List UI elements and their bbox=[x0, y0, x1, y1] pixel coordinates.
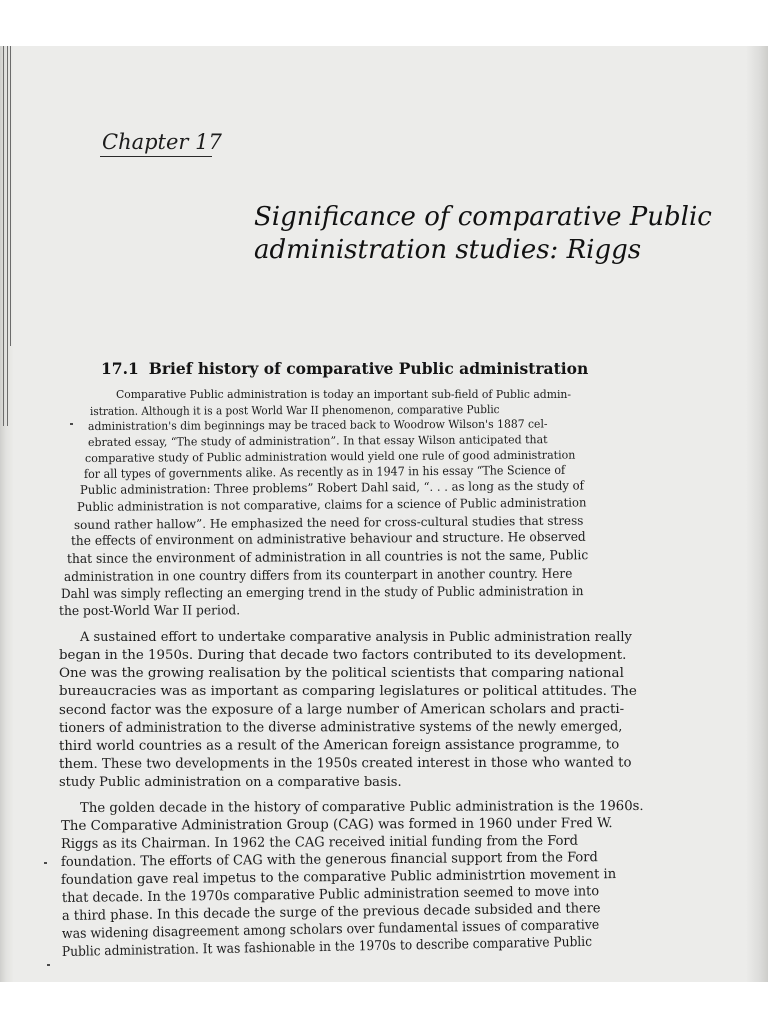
body-text-line: foundation. The efforts of CAG with the generous financial support from the Ford bbox=[60, 850, 598, 870]
body-text-line: Riggs as its Chairman. In 1962 the CAG received initial funding from the Ford bbox=[60, 833, 579, 852]
section-heading bbox=[101, 359, 588, 378]
margin-mark bbox=[47, 964, 50, 966]
body-text-line: administration in one country differs from its counterpart in another country. Here bbox=[63, 566, 573, 585]
scanned-page bbox=[0, 46, 768, 982]
body-text-line: Public administration: Three problems” Robert Dahl said, “. . . as long as the study of bbox=[79, 478, 584, 497]
body-text-line: that decade. In the 1970s comparative Public administration seemed to move into bbox=[61, 884, 600, 906]
body-text-line: comparative study of Public administration would yield one rule of good administration bbox=[84, 448, 576, 465]
chapter-label-rule bbox=[100, 156, 212, 157]
body-text-line: foundation gave real impetus to the comparative Public administrtion movement in bbox=[60, 867, 617, 888]
body-text-line: was widening disagreement among scholars over fundamental issues of comparative bbox=[61, 917, 600, 942]
margin-mark bbox=[70, 423, 73, 425]
body-text-line: istration. Although it is a post World War II phenomenon, comparative Public bbox=[89, 403, 500, 418]
body-text-line: the effects of environment on administrative behaviour and structure. He observed bbox=[70, 529, 586, 549]
chapter-title bbox=[254, 201, 712, 267]
section-number: 17.1 bbox=[101, 359, 139, 378]
body-text-line: a third phase. In this decade the surge of the previous decade subsided and there bbox=[61, 901, 601, 924]
margin-mark bbox=[44, 862, 47, 864]
body-text-line: Public administration. It was fashionable in the 1970s to describe comparative Public bbox=[61, 934, 593, 960]
body-text-line: tioners of administration to the diverse administrative systems of the newly emerged, bbox=[58, 719, 623, 736]
chapter-label: Chapter 17 bbox=[102, 130, 222, 154]
body-text-line: Comparative Public administration is today an important sub-field of Public admin- bbox=[116, 388, 571, 401]
body-text-line: ebrated essay, “The study of administration”. In that essay Wilson anticipated that bbox=[87, 433, 548, 449]
body-text-line: sound rather hallow”. He emphasized the need for cross-cultural studies that stress bbox=[73, 513, 584, 532]
body-text-line: Dahl was simply reflecting an emerging trend in the study of Public administration in bbox=[60, 584, 584, 602]
body-text-line: for all types of governments alike. As recently as in 1947 in his essay “The Science of bbox=[83, 462, 566, 481]
body-text-line: third world countries as a result of the American foreign assistance programme, to bbox=[58, 737, 620, 754]
body-text-line: The Comparative Administration Group (CAG) was formed in 1960 under Fred W. bbox=[60, 816, 613, 834]
binding-edge-line bbox=[3, 46, 4, 426]
body-text-line: that since the environment of administration in all countries is not the same, Public bbox=[66, 548, 589, 567]
body-text-line: second factor was the exposure of a large number of American scholars and practi- bbox=[58, 702, 625, 718]
binding-edge-line bbox=[7, 46, 8, 426]
body-text-line: One was the growing realisation by the political scientists that comparing national bbox=[59, 666, 624, 681]
body-text-line: The golden decade in the history of comparative Public administration is the 1960s. bbox=[79, 799, 644, 816]
chapter-title-line: Significance of comparative Public bbox=[254, 202, 712, 232]
body-text-line: study Public administration on a comparative basis. bbox=[59, 775, 402, 790]
body-text-line: A sustained effort to undertake comparative analysis in Public administration really bbox=[80, 630, 632, 645]
section-title: Brief history of comparative Public administration bbox=[148, 359, 589, 378]
chapter-title-line: administration studies: Riggs bbox=[254, 235, 642, 265]
body-text-line: Public administration is not comparative, claims for a science of Public administration bbox=[76, 495, 587, 514]
body-text-line: began in the 1950s. During that decade two factors contributed to its development. bbox=[59, 648, 627, 663]
body-text-line: bureaucracies was as important as comparing legislatures or political attitudes. The bbox=[59, 684, 637, 699]
body-text-line: them. These two developments in the 1950s created interest in those who wanted to bbox=[58, 755, 632, 772]
page-right-edge-shadow bbox=[746, 46, 768, 982]
body-text-line: the post-World War II period. bbox=[58, 603, 241, 619]
binding-edge-line bbox=[10, 46, 11, 346]
body-text-line: administration's dim beginnings may be traced back to Woodrow Wilson's 1887 cel- bbox=[87, 417, 548, 433]
